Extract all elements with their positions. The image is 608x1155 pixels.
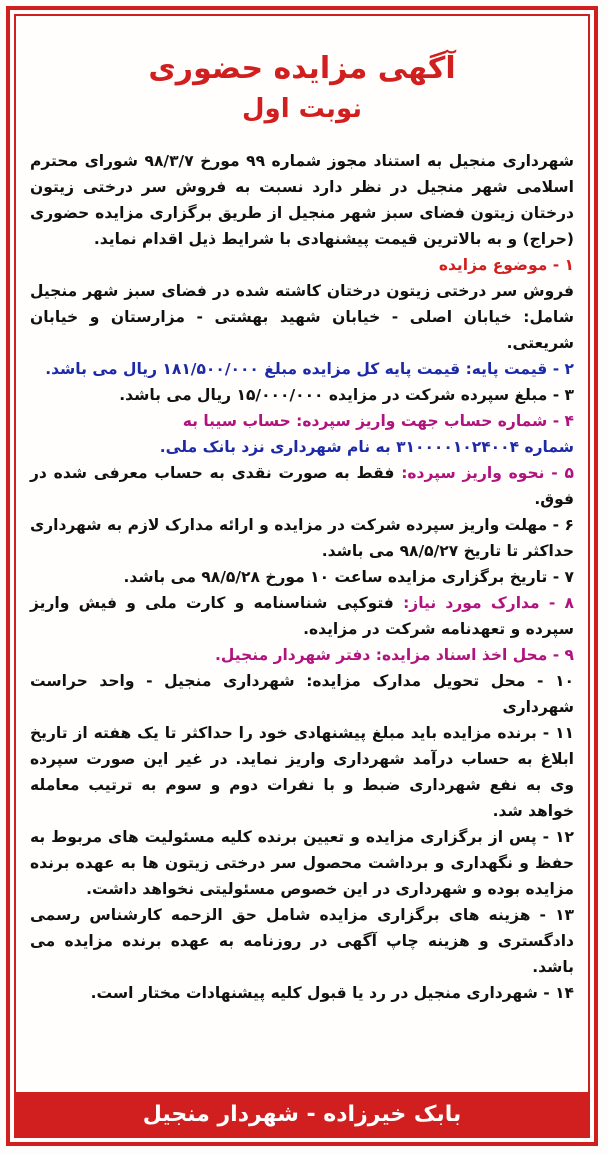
signature-footer: بابک خیرزاده - شهردار منجیل — [14, 1092, 590, 1138]
announcement-body — [30, 148, 574, 1006]
item-9: ۹ - محل اخذ اسناد مزایده: دفتر شهردار منجیل. — [215, 646, 574, 664]
item-5-text: فقط به صورت نقدی به حساب معرفی شده در فوق. — [30, 464, 574, 508]
intro-paragraph: شهرداری منجیل به استناد مجوز شماره ۹۹ مورخ ۹۸/۳/۷ شورای محترم اسلامی شهر منجیل در نظر دارد نسبت به فروش سر درختی زیتون درختان زیتون فضای سبز شهر منجیل از طریق برگزاری مزایده حضوری (حراج) و به بالاترین قیمت پیشنهادی با شرایط ذیل اقدام نماید. — [30, 152, 575, 248]
announcement-subtitle: نوبت اول — [241, 94, 363, 124]
item-8-label: ۸ - مدارک مورد نیاز: — [403, 594, 574, 612]
item-10: ۱۰ - محل تحویل مدارک مزایده: شهرداری منجیل - واحد حراست شهرداری — [30, 672, 574, 716]
item-11: ۱۱ - برنده مزایده باید مبلغ پیشنهادی خود را حداکثر تا یک هفته از تاریخ ابلاغ به حساب درآمد شهرداری واریز نماید. در غیر این صورت سپرده وی به نفع شهرداری ضبط و با نفرات دوم و سوم به ترتیب معامله خواهد شد. — [30, 724, 574, 820]
item-4-text: شماره ۳۱۰۰۰۰۱۰۲۴۰۰۴ به نام شهرداری نزد بانک ملی. — [159, 438, 574, 456]
item-1-label: ۱ - موضوع مزایده — [438, 256, 574, 274]
header — [10, 50, 594, 126]
item-3: ۳ - مبلغ سپرده شرکت در مزایده ۱۵/۰۰۰/۰۰۰ ریال می باشد. — [119, 386, 574, 404]
item-6: ۶ - مهلت واریز سپرده شرکت در مزایده و ارائه مدارک لازم به شهرداری حداکثر تا تاریخ ۹۸/۵/۲۷ می باشد. — [30, 516, 574, 560]
item-2: ۲ - قیمت پایه: قیمت پایه کل مزایده مبلغ ۱۸۱/۵۰۰/۰۰۰ ریال می باشد. — [45, 360, 574, 378]
item-5 — [30, 460, 574, 512]
item-8-text: فتوکپی شناسنامه و کارت ملی و فیش واریز سپرده و تعهدنامه شرکت در مزایده. — [30, 594, 574, 638]
item-4-label: ۴ - شماره حساب جهت واریز سپرده: حساب سیبا به — [182, 412, 574, 430]
item-13: ۱۳ - هزینه های برگزاری مزایده شامل حق الزحمه کارشناس رسمی دادگستری و هزینه چاپ آگهی در روزنامه به عهده برنده مزایده می باشد. — [30, 906, 574, 976]
item-1-text: فروش سر درختی زیتون درختان کاشته شده در فضای سبز شهر منجیل شامل: خیابان اصلی - خیابان شهید بهشتی - مزارستان و خیابان شریعتی. — [30, 282, 574, 352]
item-14: ۱۴ - شهرداری منجیل در رد یا قبول کلیه پیشنهادات مختار است. — [90, 984, 574, 1002]
item-8 — [30, 590, 574, 642]
item-7: ۷ - تاریخ برگزاری مزایده ساعت ۱۰ مورخ ۹۸/۵/۲۸ می باشد. — [123, 568, 574, 586]
announcement-title: آگهی مزایده حضوری — [148, 51, 456, 86]
item-5-label: ۵ - نحوه واریز سپرده: — [401, 464, 574, 482]
announcement-frame — [6, 6, 598, 1146]
item-12: ۱۲ - پس از برگزاری مزایده و تعیین برنده کلیه مسئولیت های مربوط به حفظ و نگهداری و برداشت محصول سر درختی زیتون ها به عهده برنده مزایده بوده و شهرداری در این خصوص مسئولیتی نخواهد داشت. — [30, 828, 574, 898]
